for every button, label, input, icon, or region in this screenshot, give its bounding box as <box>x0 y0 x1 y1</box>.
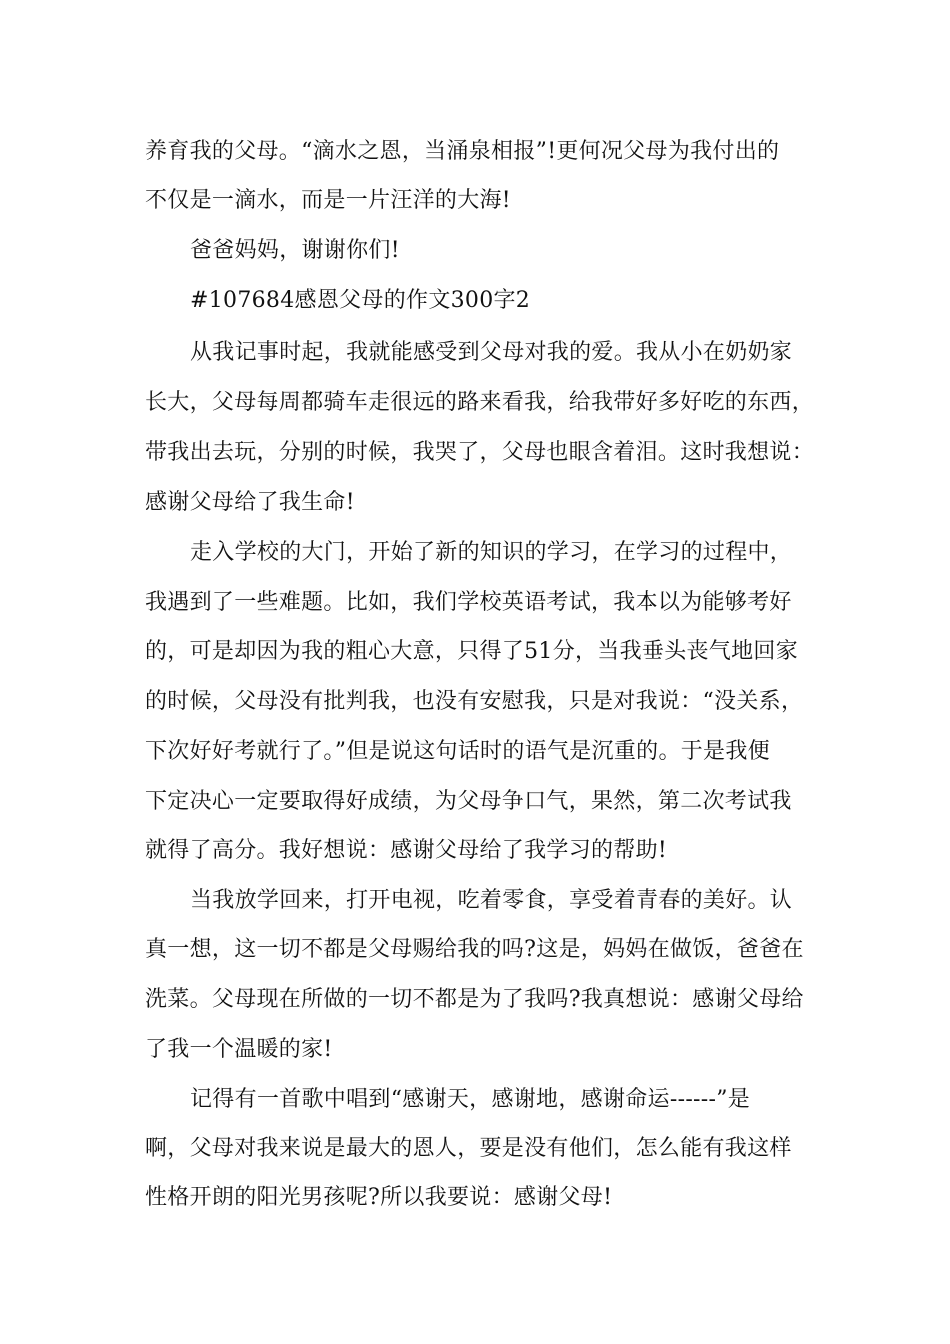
text-line: 啊，父母对我来说是最大的恩人，要是没有他们，怎么能有我这样 <box>145 1136 792 1161</box>
text-line: 长大，父母每周都骑车走很远的路来看我，给我带好多好吃的东西， <box>145 390 815 415</box>
paragraph-line: 走入学校的大门，开始了新的知识的学习，在学习的过程中， <box>190 540 793 565</box>
text-line: 感谢父母给了我生命! <box>145 490 355 515</box>
text-line: 下定决心一定要取得好成绩，为父母争口气，果然，第二次考试我 <box>145 789 792 814</box>
text-line: 的时候，父母没有批判我，也没有安慰我，只是对我说：“没关系， <box>145 689 804 714</box>
text-line: 了我一个温暖的家! <box>145 1037 333 1062</box>
paragraph-line: 记得有一首歌中唱到“感谢天，感谢地，感谢命运------”是 <box>190 1087 751 1112</box>
text-line: 下次好好考就行了。”但是说这句话时的语气是沉重的。于是我便 <box>145 739 770 764</box>
paragraph-line: 当我放学回来，打开电视，吃着零食，享受着青春的美好。认 <box>190 888 793 913</box>
text-line: 我遇到了一些难题。比如，我们学校英语考试，我本以为能够考好 <box>145 590 792 615</box>
text-line: 就得了高分。我好想说：感谢父母给了我学习的帮助! <box>145 838 668 863</box>
paragraph-line: 从我记事时起，我就能感受到父母对我的爱。我从小在奶奶家 <box>190 340 793 365</box>
paragraph-line: 爸爸妈妈，谢谢你们! <box>190 238 400 263</box>
text-line: 养育我的父母。“滴水之恩，当涌泉相报”!更何况父母为我付出的 <box>145 139 780 164</box>
text-line: 不仅是一滴水，而是一片汪洋的大海! <box>145 188 511 213</box>
text-line: 带我出去玩，分别的时候，我哭了，父母也眼含着泪。这时我想说： <box>145 440 815 465</box>
text-line: 真一想，这一切不都是父母赐给我的吗?这是，妈妈在做饭，爸爸在 <box>145 937 804 962</box>
section-heading: #107684感恩父母的作文300字2 <box>190 288 531 313</box>
text-line: 洗菜。父母现在所做的一切不都是为了我吗?我真想说：感谢父母给 <box>145 987 804 1012</box>
text-line: 性格开朗的阳光男孩呢?所以我要说：感谢父母! <box>145 1185 613 1210</box>
text-line: 的，可是却因为我的粗心大意，只得了51分，当我垂头丧气地回家 <box>145 639 798 664</box>
